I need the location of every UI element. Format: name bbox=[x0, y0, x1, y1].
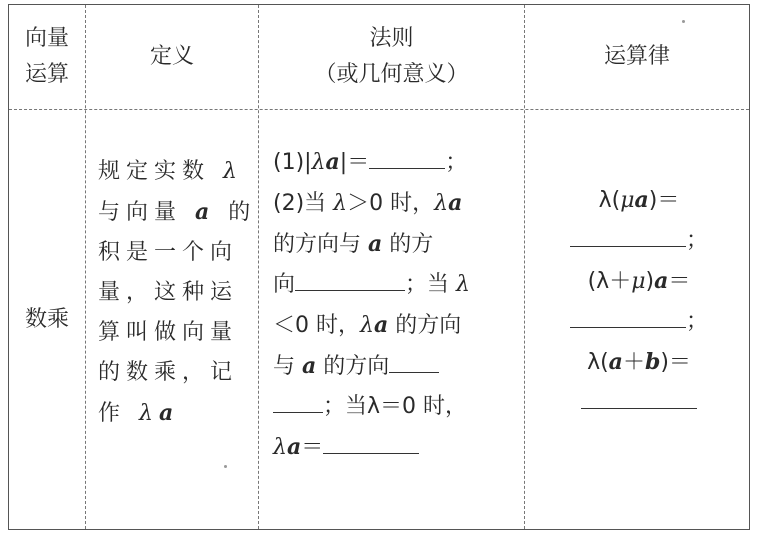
definition-text: 的 bbox=[215, 200, 257, 225]
rule-text: (2)当 bbox=[273, 191, 334, 216]
vector-a-symbol: a bbox=[368, 231, 383, 257]
law-line-6 bbox=[535, 383, 743, 423]
vector-a-symbol: a bbox=[448, 190, 463, 216]
vector-a-symbol: a bbox=[654, 268, 669, 294]
definition-line-3: 积是一个向 bbox=[98, 240, 239, 265]
law-text: ； bbox=[685, 309, 708, 334]
lambda-symbol: λ bbox=[273, 435, 287, 460]
fill-blank[interactable] bbox=[581, 407, 697, 409]
lambda-symbol: λ bbox=[360, 313, 374, 338]
header-laws bbox=[525, 5, 749, 109]
rule-text: 的方向 bbox=[388, 313, 462, 338]
rule-line-2 bbox=[273, 183, 516, 224]
header-col4: 运算律 bbox=[603, 44, 670, 69]
rule-text: ；当λ＝0 时， bbox=[323, 394, 468, 419]
law-line-1 bbox=[535, 180, 743, 221]
rule-line-7 bbox=[273, 387, 516, 427]
rule-line-1 bbox=[273, 142, 516, 183]
law-text: λ( bbox=[598, 188, 621, 213]
lambda-symbol: λ bbox=[223, 159, 243, 184]
rule-text: 与 bbox=[273, 354, 302, 379]
law-text: )＝ bbox=[648, 188, 680, 213]
vector-a-symbol: a bbox=[608, 349, 623, 375]
fill-blank[interactable] bbox=[323, 452, 419, 454]
law-line-2 bbox=[535, 221, 743, 261]
vector-a-symbol: a bbox=[158, 400, 180, 426]
mu-symbol: μ bbox=[631, 269, 646, 294]
law-text: ＋ bbox=[622, 350, 645, 375]
law-line-5 bbox=[535, 342, 743, 383]
law-text: )＝ bbox=[660, 350, 691, 375]
rule-text: 的方向与 bbox=[273, 232, 368, 257]
rule-text: ； bbox=[445, 150, 468, 175]
law-line-4 bbox=[535, 302, 743, 342]
vector-a-symbol: a bbox=[302, 353, 317, 379]
header-col1-line1: 向量 bbox=[24, 26, 69, 51]
rule-line-5 bbox=[273, 305, 516, 346]
law-text: ＝ bbox=[668, 269, 691, 294]
laws-cell bbox=[525, 110, 749, 529]
fill-blank[interactable] bbox=[389, 371, 439, 373]
vector-a-symbol: a bbox=[195, 199, 216, 225]
header-col1-line2: 运算 bbox=[24, 62, 69, 87]
definition-line-4: 量，这种运 bbox=[98, 280, 239, 305]
definition-line-7 bbox=[98, 393, 250, 434]
law-text: ； bbox=[685, 228, 708, 253]
rule-text: (1)| bbox=[273, 150, 312, 175]
law-text: ) bbox=[645, 269, 655, 294]
rule-text: ；当 bbox=[405, 272, 457, 297]
lambda-symbol: λ bbox=[139, 401, 159, 426]
fill-blank[interactable] bbox=[273, 411, 323, 413]
rule-text: 的方向 bbox=[316, 354, 390, 379]
operation-cell bbox=[9, 110, 85, 529]
lambda-symbol: λ bbox=[434, 191, 449, 216]
vector-a-symbol: a bbox=[286, 434, 302, 460]
vector-a-symbol: a bbox=[325, 149, 340, 175]
fill-blank[interactable] bbox=[295, 289, 405, 291]
scan-speck bbox=[224, 465, 227, 468]
rule-line-6 bbox=[273, 346, 516, 387]
definition-line-1 bbox=[98, 152, 250, 192]
vector-a-symbol: a bbox=[634, 187, 649, 213]
mu-symbol: μ bbox=[620, 188, 635, 213]
definition-cell bbox=[86, 110, 258, 529]
scan-speck bbox=[682, 20, 685, 23]
rule-text: 向 bbox=[273, 272, 296, 297]
rule-text: ＞0 时， bbox=[347, 191, 435, 216]
rule-text: ＜0 时， bbox=[273, 313, 360, 338]
header-col3-line2: （或几何意义） bbox=[314, 62, 469, 87]
vector-b-symbol: b bbox=[644, 349, 661, 375]
law-text: λ( bbox=[587, 350, 609, 375]
rule-line-3 bbox=[273, 224, 516, 265]
rule-cell bbox=[259, 110, 524, 529]
law-text: (λ＋ bbox=[587, 269, 632, 294]
header-definition bbox=[86, 5, 258, 109]
fill-blank[interactable] bbox=[570, 245, 686, 247]
operation-name: 数乘 bbox=[24, 306, 69, 332]
rule-line-4 bbox=[273, 265, 516, 305]
header-rule bbox=[259, 5, 524, 109]
rule-text: ＝ bbox=[301, 435, 324, 460]
definition-text: 与向量 bbox=[98, 200, 195, 225]
lambda-symbol: λ bbox=[456, 272, 470, 297]
fill-blank[interactable] bbox=[369, 167, 445, 169]
rule-line-8 bbox=[273, 427, 516, 468]
vector-scalar-multiplication-table bbox=[8, 4, 750, 530]
vector-a-symbol: a bbox=[373, 312, 389, 338]
header-vector-operation bbox=[9, 5, 85, 109]
definition-line-5: 算叫做向量 bbox=[98, 320, 239, 345]
rule-text: |＝ bbox=[339, 150, 370, 175]
lambda-symbol: λ bbox=[333, 191, 348, 216]
lambda-symbol: λ bbox=[311, 150, 326, 175]
definition-text: 作 bbox=[98, 401, 139, 426]
header-col3-line1: 法则 bbox=[369, 26, 414, 51]
definition-line-2 bbox=[98, 192, 257, 233]
header-col2: 定义 bbox=[149, 44, 194, 69]
rule-text: 的方 bbox=[382, 232, 434, 257]
fill-blank[interactable] bbox=[570, 326, 686, 328]
definition-line-6: 的数乘，记 bbox=[98, 360, 239, 385]
law-line-3 bbox=[535, 261, 743, 302]
definition-text: 规定实数 bbox=[98, 159, 223, 184]
